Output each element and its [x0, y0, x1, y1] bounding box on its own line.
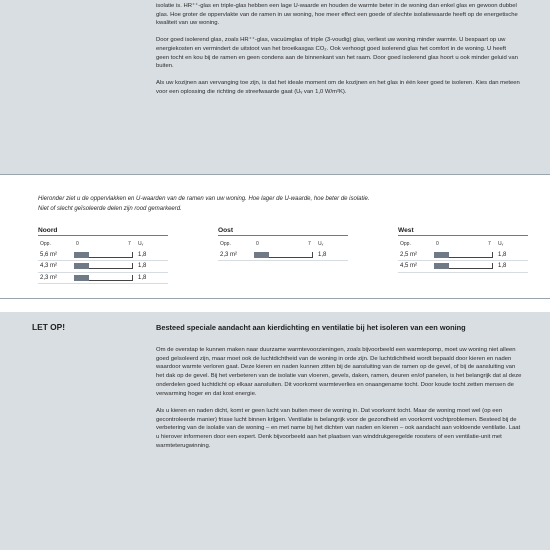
attention-text	[156, 346, 522, 459]
row-divider	[218, 260, 348, 261]
header-scale-min: 0	[76, 241, 79, 247]
u-value-bar	[74, 263, 89, 269]
window-row	[38, 273, 168, 284]
window-row	[398, 250, 528, 261]
top-paragraph: Door goed isolerend glas, zoals HR⁺⁺-glas, vacuümglas of triple (3-voudig) glas, verliest uw woning minder warmte. U bespaart op uw energiekosten en vermindert de uitstoot van het broeikasgas CO₂. Ook verhoogt goed isolerend glas het comfort in de woning. U heeft geen tocht en kou bij de ramen en geen condens aan de binnenkant van het raam. Door goed isolerend glas hoort u ook minder geluid van buiten.	[156, 37, 518, 70]
top-text-block	[156, 2, 520, 105]
row-divider	[398, 272, 528, 273]
header-opp: Opp.	[40, 241, 51, 247]
attention-paragraph: Om de overstap te kunnen maken naar duurzame warmtevoorzieningen, zoals bijvoorbeeld een warmtepomp, moet uw woning niet alleen goed geïsoleerd zijn, maar moet ook de luchtdichtheid van de woning in orde zijn. De luchtdichtheid wordt bepaald door kieren en naden waardoor warmte verloren gaat. Deze kieren en naden kunnen zitten bij de aansluiting van de ramen op de gevel, of bij de aansluiting van het dak op de gevel. Bij het verbeteren van de isolatie van vloeren, gevels, daken, ramen, deuren en/of panelen, is het belangrijk dat al deze onderdelen goed luchtdicht op elkaar aansluiten. Dit voorkomt warmteverlies en onaangename tocht. Door koude tocht zetten mensen de verwarming hoger en dat kost energie.	[156, 347, 522, 397]
u-value: 1,8	[138, 252, 147, 258]
divider	[0, 298, 550, 299]
column-oost	[218, 227, 348, 261]
window-area: 2,5 m²	[400, 252, 418, 258]
divider	[0, 174, 550, 175]
header-opp: Opp.	[400, 241, 411, 247]
column-header	[398, 239, 528, 250]
window-row	[398, 261, 528, 272]
window-row	[38, 261, 168, 272]
u-value-bar	[74, 252, 89, 258]
row-divider	[38, 283, 168, 284]
u-value-bar	[254, 252, 269, 258]
column-header	[218, 239, 348, 250]
window-row	[218, 250, 348, 261]
u-value-bar	[434, 252, 449, 258]
header-scale-min: 0	[256, 241, 259, 247]
u-value-bar	[434, 263, 449, 269]
table-intro	[38, 194, 518, 214]
window-area: 5,6 m²	[40, 252, 58, 258]
u-value: 1,8	[138, 274, 147, 281]
intro-line: Hieronder ziet u de oppervlakken en U-waarden van de ramen van uw woning. Hoe lager de U-waarde, hoe beter de isolatie.	[38, 196, 370, 202]
header-u: Uᵥ	[318, 241, 324, 247]
u-value: 1,8	[498, 263, 507, 270]
column-noord	[38, 227, 168, 284]
window-row	[38, 250, 168, 261]
column-title: Noord	[38, 227, 168, 236]
window-area: 4,5 m²	[400, 263, 418, 270]
header-scale-max: 7	[488, 241, 491, 247]
attention-title: Besteed speciale aandacht aan kierdichting en ventilatie bij het isoleren van een woning	[156, 323, 466, 332]
window-area: 2,3 m²	[220, 252, 238, 258]
u-value: 1,8	[498, 252, 507, 258]
header-u: Uᵥ	[498, 241, 504, 247]
header-u: Uᵥ	[138, 241, 144, 247]
window-area: 4,3 m²	[40, 263, 58, 270]
header-scale-max: 7	[308, 241, 311, 247]
header-scale-max: 7	[128, 241, 131, 247]
attention-paragraph: Als u kieren en naden dicht, komt er geen lucht van buiten meer de woning in. Dat voorkomt tocht. Maar de woning moet wel (op een gecontroleerde manier) frisse lucht binnen krijgen. Ventilatie is belangrijk voor de gezondheid en voorkomt vochtproblemen. Besteed bij de verbetering van de isolatie van de woning – en met name bij het dichten van naden en kieren – ook aandacht aan voldoende ventilatie. Laat u hierover informeren door een expert. Denk bijvoorbeeld aan het plaatsen van winddrukgeregelde roosters of een ventilatie-unit met warmteterugwinning.	[156, 407, 521, 449]
column-west	[398, 227, 528, 273]
u-value: 1,8	[318, 252, 327, 258]
attention-label: LET OP!	[32, 322, 66, 332]
column-title: Oost	[218, 227, 348, 236]
intro-line: Niet of slecht geïsoleerde delen zijn rood gemarkeerd.	[38, 206, 182, 212]
u-value: 1,8	[138, 263, 147, 270]
header-scale-min: 0	[436, 241, 439, 247]
top-paragraph: Als uw kozijnen aan vervanging toe zijn, is dat het ideale moment om de kozijnen en het glas in één keer goed te isoleren. Kies dan meteen voor een oplossing die richting de streefwaarde gaat (Uᵥ van 1,0 W/m²K).	[156, 80, 520, 95]
top-paragraph: isolatie is. HR⁺⁺-glas en triple-glas hebben een lage U-waarde en houden de warmte beter in de woning dan enkel glas en gewoon dubbel glas. Hoe groter de oppervlakte van de ramen in uw woning, hoe meer effect een goede of slechte isolatiewaarde heeft op de energetische kwaliteit van uw woning.	[156, 3, 518, 27]
info-panel-top	[0, 0, 550, 174]
u-value-bar	[74, 275, 89, 281]
column-header	[38, 239, 168, 250]
header-opp: Opp.	[220, 241, 231, 247]
column-title: West	[398, 227, 528, 236]
window-area: 2,3 m²	[40, 274, 58, 281]
